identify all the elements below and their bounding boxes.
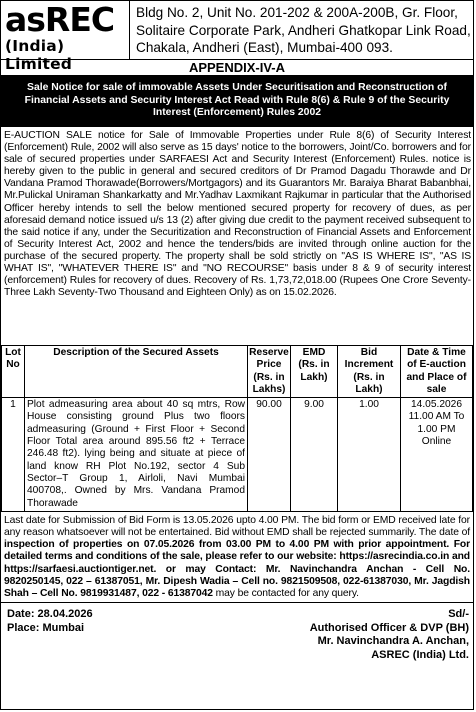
header-lot: Lot No <box>2 346 25 398</box>
officer-name: Mr. Navinchandra A. Anchan, <box>317 635 469 648</box>
asrec-logo <box>1 0 129 73</box>
cell-description: Plot admeasuring area about 40 sq mtrs, Row House consisting ground Plus two floors admeasuring (Ground + First Floor + Second Floor Total area around 895.56 ft2 + Terrace 246.48 ft2). lying being and situate at piece of land know RH Plot No.192, sector 4 Sub Sector–T Group 1, Airloli, Navi Mumbai 400708,. Owned by Mrs. Vandana Pramod Thorawade <box>25 398 248 512</box>
officer-signature <box>310 608 469 662</box>
header-bid-increment: Bid Increment (Rs. in Lakh) <box>338 346 401 398</box>
header-date-time: Date & Time of E-auction and Place of sale <box>401 346 473 398</box>
cell-reserve-price: 90.00 <box>248 398 291 512</box>
header-description: Description of the Secured Assets <box>25 346 248 398</box>
appendix-title: APPENDIX-IV-A <box>188 60 286 75</box>
cell-lot: 1 <box>2 398 25 512</box>
contact-tail-text: may be contacted for any query. <box>212 588 359 600</box>
last-date-text: Last date for Submission of Bid Form is 13.05.2026 upto 4.00 PM. The bid form or EMD received late for any reason whatsoever will not be entertained. Bid without EMD shall be rejected summarily. The date of <box>4 514 470 539</box>
address-line: Bldg No. 2, Unit No. 201-202 & 200A-200B, Gr. Floor, <box>136 5 458 20</box>
address-line: Solitaire Corporate Park, Andheri Ghatkopar Link Road, <box>136 22 471 38</box>
header-reserve-price: Reserve Price (Rs. in Lakhs) <box>248 346 291 398</box>
table-header-row <box>2 346 473 398</box>
officer-title: Authorised Officer & DVP (BH) <box>309 621 469 634</box>
signature-block <box>1 603 473 662</box>
notice-date: Date: 28.04.2026 <box>7 608 93 621</box>
inspection-text: inspection of properties on 07.05.2026 from 03.00 PM to 4.00 PM with prior appointment. <box>4 539 450 551</box>
notice-title-band <box>1 75 473 127</box>
cell-date-time: 14.05.2026 11.00 AM To 1.00 PM Online <box>401 398 473 512</box>
company-address <box>129 1 473 59</box>
cell-bid-increment: 1.00 <box>338 398 401 512</box>
sd-mark: Sd/- <box>448 608 469 621</box>
contact-details-text: For detailed terms and conditions of the sale, please refer to our website: https://asrecindia.co.in and https://sarfaesi.auctiontiger.net. or may Contact: Mr. Navinchandra Anchan - Cell No. 9820250145, 022 – 61387051, Mr. Dipesh Wadia – Cell no. 9821509508, 022-61387030, Mr. Jagdish Shah – Cell No. 9819931487, 022 - 61387042 <box>4 539 470 600</box>
notice-title: Sale Notice for sale of immovable Assets Under Securitisation and Reconstruction of Financial Assets and Security Interest Act Read with Rule 8(6) & Rule 9 of the Security Interest (Enforcement) Rules 2002 <box>24 82 450 119</box>
date-place <box>7 608 93 662</box>
header-emd: EMD (Rs. in Lakh) <box>291 346 338 398</box>
notice-place: Place: Mumbai <box>7 621 85 634</box>
company-name: ASREC (India) Ltd. <box>371 648 469 661</box>
logo-sub-text: (India) Limited <box>5 37 73 73</box>
notice-body: E-AUCTION SALE notice for Sale of Immovable Properties under Rule 8(6) of Security Interest (Enforcement) Rule, 2002 will also serve as 15 days' notice to the borrowers, Joint/Co. borrowers and for sale of secured properties under SARFAESI Act and Security Interest (Enforcement) Rules. notice is hereby given to the public in general and secured creditors of Dr Pramod Dagadu Thorawde and Dr Vandana Pramod Thorawade(Borrowers/Mortgagors) and its Guarantors Mr. Baraiya Bharat Babanbhai, Mr.Pulickal Uniraman Shankarkatty and Mr.Yadhav Laxmikant Rajkumar in particular that the Authorised Officer hereby intends to sell the below mentioned secured property for recovery of dues, as per aforesaid demand notice issued u/s 13 (2) after giving due credit to the payment received subsequent to the said notice if any, under the Securitization and Reconstruction of Financial Assets and Enforcement of Security Interest Act, 2002 and hence the tenders/bids are invited through online auction for the purchase of the secured property. The property shall be sold strictly on "AS IS WHERE IS", "AS IS WHAT IS", "WHATEVER THERE IS" and "NO RECOURSE" basis under 8 & 9 of security interest (enforcement) Rules for recovery of dues. Recovery of Rs. 1,73,72,018.00 (Rupees One Crore Seventy-Three Lakh Seventy-Two Thousand and Eighteen Only) as on 15.02.2026. <box>4 130 471 299</box>
cell-emd: 9.00 <box>291 398 338 512</box>
logo-main-text: asREC <box>5 0 115 39</box>
auction-table <box>1 345 473 512</box>
table-row <box>2 398 473 512</box>
address-line: Chakala, Andheri (East), Mumbai-400 093. <box>136 40 393 55</box>
terms-text <box>1 512 473 602</box>
